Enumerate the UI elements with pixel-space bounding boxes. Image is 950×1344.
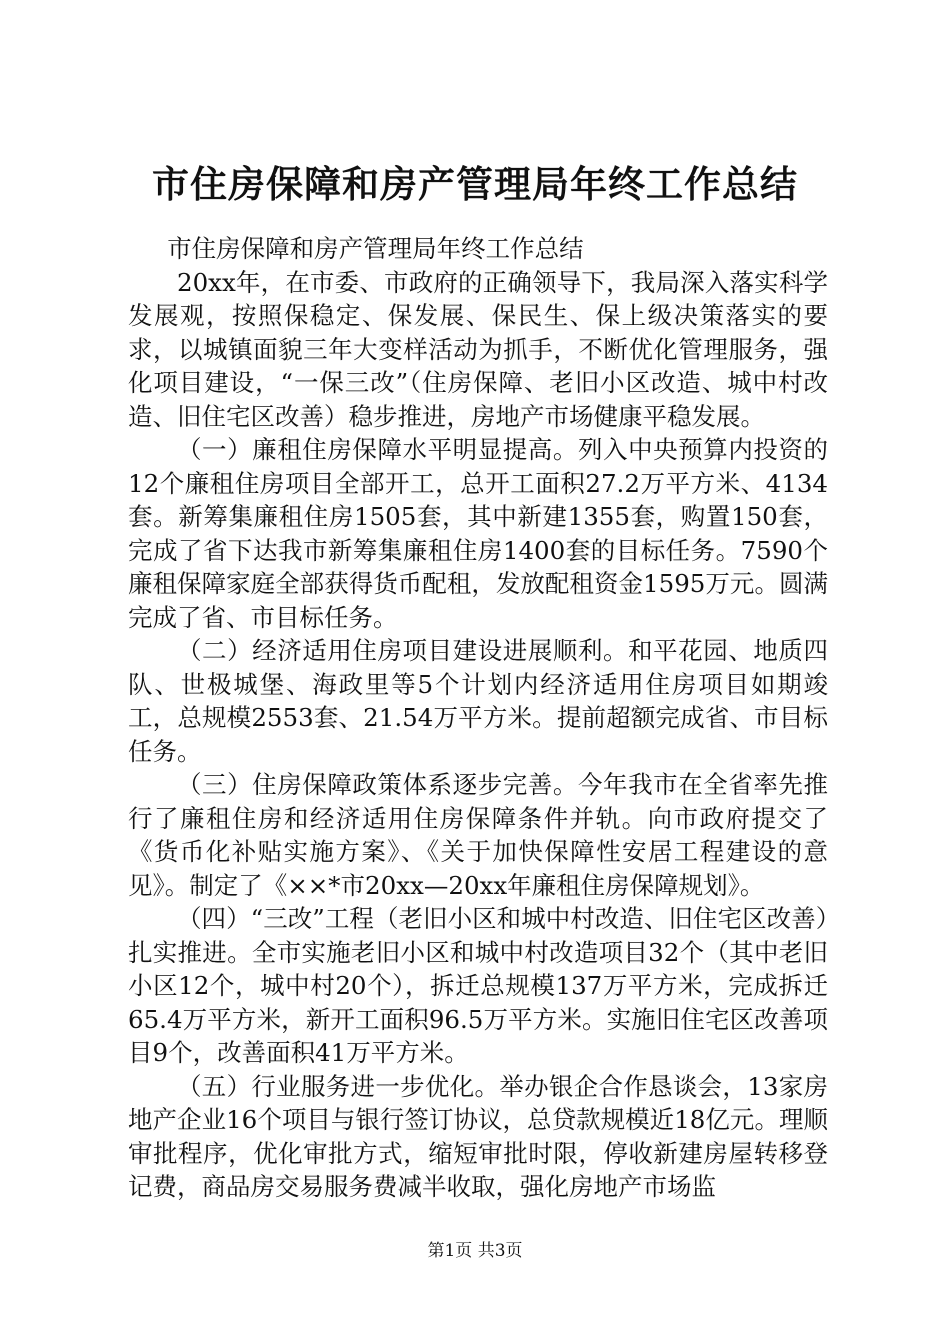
- section-1-paragraph: （一）廉租住房保障水平明显提高。列入中央预算内投资的12个廉租住房项目全部开工，总开工面积27.2万平方米、4134套。新筹集廉租住房1505套，其中新建1355套，购置150套，完成了省下达我市新筹集廉租住房1400套的目标任务。7590个廉租保障家庭全部获得货币配租，发放配租资金1595万元。圆满完成了省、市目标任务。: [128, 435, 828, 632]
- section-4-paragraph: （四）“三改”工程（老旧小区和城中村改造、旧住宅区改善）扎实推进。全市实施老旧小区和城中村改造项目32个（其中老旧小区12个，城中村20个），拆迁总规模137万平方米，完成拆迁65.4万平方米，新开工面积96.5万平方米。实施旧住宅区改善项目9个，改善面积41万平方米。: [128, 904, 828, 1067]
- page-number-footer: 第1页 共3页: [427, 1241, 523, 1261]
- document-title: 市住房保障和房产管理局年终工作总结: [152, 162, 798, 206]
- section-2-paragraph: （二）经济适用住房项目建设进展顺利。和平花园、地质四队、世极城堡、海政里等5个计划内经济适用住房项目如期竣工，总规模2553套、21.54万平方米。提前超额完成省、市目标任务。: [128, 636, 828, 766]
- section-5-paragraph: （五）行业服务进一步优化。举办银企合作恳谈会，13家房地产企业16个项目与银行签订协议，总贷款规模近18亿元。理顺审批程序，优化审批方式，缩短审批时限，停收新建房屋转移登记费，商品房交易服务费减半收取，强化房地产市场监: [128, 1071, 828, 1201]
- subtitle-paragraph: 市住房保障和房产管理局年终工作总结: [167, 234, 584, 263]
- intro-paragraph: 20xx年，在市委、市政府的正确领导下，我局深入落实科学发展观，按照保稳定、保发展、保民生、保上级决策落实的要求，以城镇面貌三年大变样活动为抓手，不断优化管理服务，强化项目建设，“一保三改”（住房保障、老旧小区改造、城中村改造、旧住宅区改善）稳步推进，房地产市场健康平稳发展。: [128, 267, 828, 431]
- document-body: [128, 232, 828, 1204]
- section-3-paragraph: （三）住房保障政策体系逐步完善。今年我市在全省率先推行了廉租住房和经济适用住房保障条件并轨。向市政府提交了《货币化补贴实施方案》、《关于加快保障性安居工程建设的意见》。制定了《××*市20xx—20xx年廉租住房保障规划》。: [128, 770, 828, 900]
